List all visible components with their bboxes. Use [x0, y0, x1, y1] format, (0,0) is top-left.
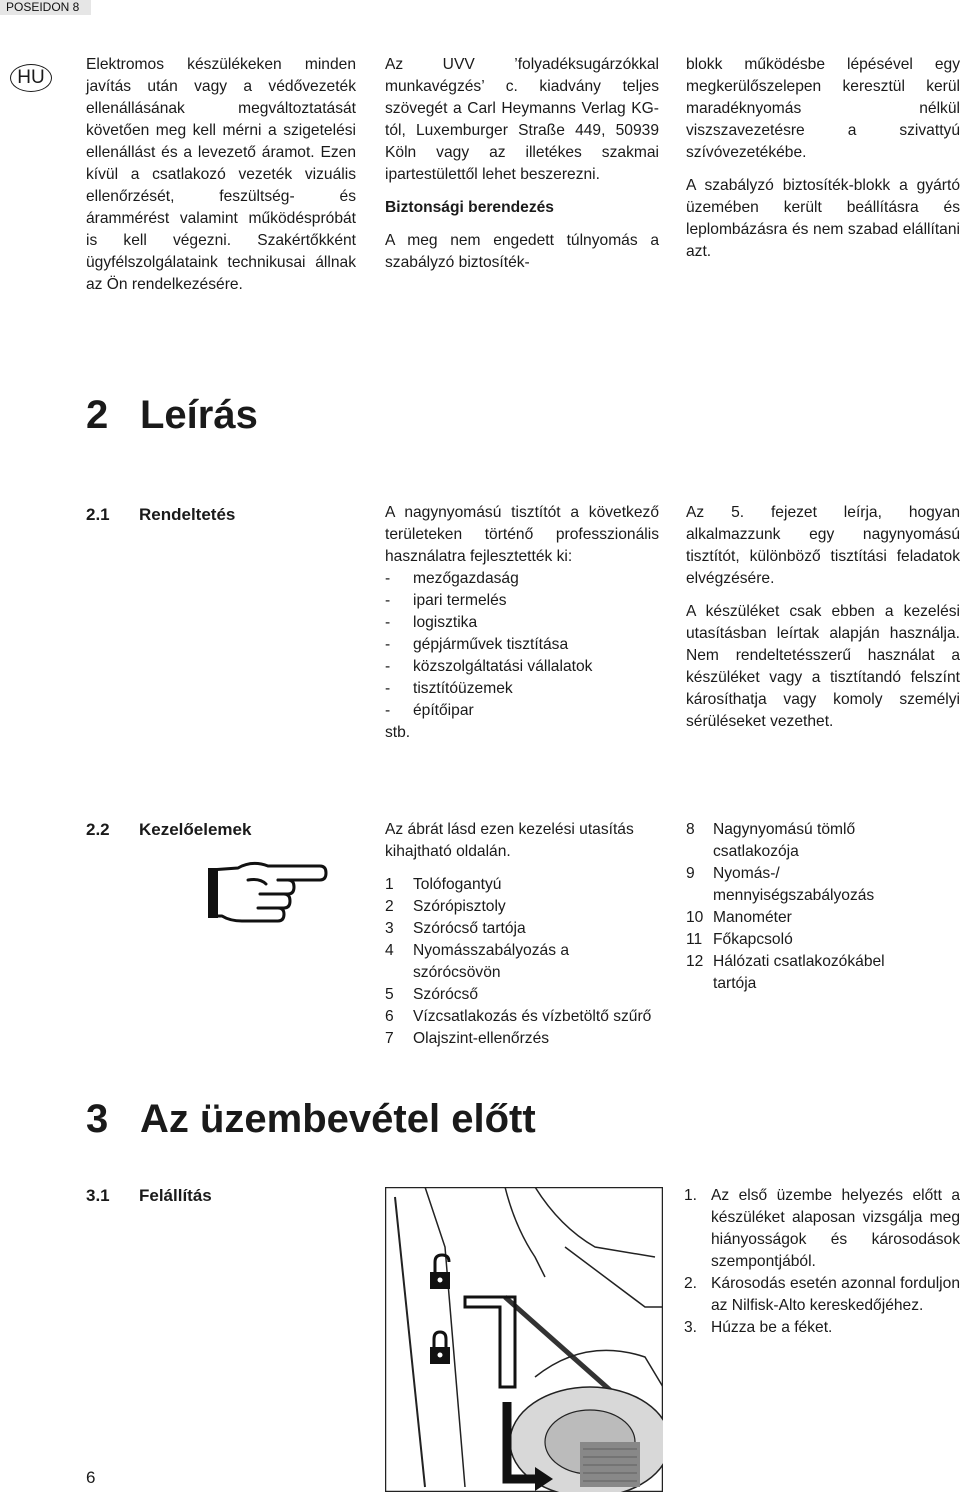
controls-list-left — [385, 874, 659, 1050]
list-item: 8 Nagynyomású tömlő csatlakozója — [686, 821, 856, 860]
setup-steps-column — [684, 1185, 960, 1339]
subsection-2-2-number: 2.2 — [86, 820, 110, 839]
list-item: 2 Szórópisztoly — [385, 898, 506, 915]
controls-intro: Az ábrát lásd ezen kezelési utasítás kihajtható oldalán. — [385, 821, 634, 860]
list-item: 1. Az első üzembe helyezés előtt a készüléket alaposan vizsgálja meg hiányosságok és károsodások szempontjából. — [684, 1187, 960, 1270]
list-item: - gépjárművek tisztítása — [385, 636, 569, 653]
subsection-2-1-number: 2.1 — [86, 505, 110, 524]
controls-left-column — [385, 819, 659, 1050]
list-item: 1 Tolófogantyú — [385, 876, 502, 893]
purpose-list — [385, 568, 659, 722]
section-2-number: 2 — [86, 393, 109, 437]
controls-right-column — [686, 819, 960, 995]
list-item: 10 Manométer — [686, 909, 792, 926]
list-item: - tisztítóüzemek — [385, 680, 513, 697]
intro-col3-paragraph: blokk működésbe lépésével egy megkerülőszelepen keresztül kerül maradéknyomás nélkül viszszavezetésre a szivattyú szívóvezetékébe. — [686, 56, 960, 161]
list-item: - közszolgáltatási vállalatok — [385, 658, 593, 675]
subsection-2-2-title: Kezelőelemek — [139, 820, 252, 839]
list-item: 11 Főkapcsoló — [686, 931, 793, 948]
purpose-tail: stb. — [385, 724, 411, 741]
intro-col2-paragraph: Az UVV ’folyadéksugárzókkal munkavégzés’ c. kiadvány teljes szövegét a Carl Heymanns Verlag KG-tól, Luxemburger Straße 449, 50939 Köln vagy az illetékes szakmai ipartestülettől lehet beszerezni. — [385, 56, 659, 183]
list-item: 3. Húzza be a féket. — [684, 1319, 833, 1336]
list-item: 3 Szórócső tartója — [385, 920, 526, 937]
intro-column-2 — [385, 54, 659, 274]
setup-steps-list — [684, 1185, 960, 1339]
subsection-2-1-title: Rendeltetés — [139, 505, 236, 524]
section-2-heading — [86, 392, 258, 438]
list-item: 2. Károsodás esetén azonnal forduljon az Nilfisk-Alto kereskedőjéhez. — [684, 1275, 960, 1314]
purpose-right-paragraph: Az 5. fejezet leírja, hogyan alkalmazzunk egy nagynyomású tisztítót, különböző tisztítási feladatok elvégzésére. — [686, 504, 960, 587]
language-badge: HU — [10, 64, 52, 92]
header-label: POSEIDON 8 — [0, 0, 91, 15]
list-item: 7 Olajszint-ellenőrzés — [385, 1030, 550, 1047]
controls-list-right — [686, 819, 960, 995]
section-2-title: Leírás — [140, 393, 258, 437]
subsection-2-1-heading — [86, 504, 235, 526]
section-3-title: Az üzembevétel előtt — [140, 1097, 536, 1141]
purpose-intro: A nagynyomású tisztítót a következő területeken történő professzionális használatra fejlesztették ki: — [385, 504, 659, 565]
list-item: - logisztika — [385, 614, 478, 631]
list-item: 9 Nyomás-/ mennyiségszabályozás — [686, 865, 875, 904]
intro-col2-paragraph-2: A meg nem engedett túlnyomás a szabályzó biztosíték- — [385, 232, 659, 271]
intro-col1-text: Elektromos készülékeken minden javítás után vagy a védővezeték ellenállásának megváltoztatását követően meg kell mérni a szigetelési ellenállást és a levezető áramot. Ezen kívül a csatlakozó vezeték vizuális ellenőrzését, feszültség- és árammérést valamint működéspróbát is kell végezni. Szakértőkként ügyfélszolgálataink technikusai állnak az Ön rendelkezésére. — [86, 56, 356, 293]
purpose-right-column — [686, 502, 960, 733]
subsection-3-1-title: Felállítás — [139, 1186, 212, 1205]
purpose-column — [385, 502, 659, 744]
pointing-hand-icon — [208, 858, 328, 935]
page-number: 6 — [86, 1468, 96, 1487]
list-item: - építőipar — [385, 702, 474, 719]
setup-illustration — [385, 1187, 663, 1492]
list-item: - mezőgazdaság — [385, 570, 519, 587]
list-item: 6 Vízcsatlakozás és vízbetöltő szűrő — [385, 1008, 652, 1025]
list-item: 4 Nyomásszabályozás a szórócsövön — [385, 942, 570, 981]
list-item: 5 Szórócső — [385, 986, 479, 1003]
list-item: - ipari termelés — [385, 592, 507, 609]
subsection-3-1-number: 3.1 — [86, 1186, 110, 1205]
section-3-heading — [86, 1096, 536, 1142]
safety-heading: Biztonsági berendezés — [385, 199, 554, 216]
intro-col3-paragraph-2: A szabályzó biztosíték-blokk a gyártó üzemében került beállításra és leplombázásra és nem szabad elállítani azt. — [686, 177, 960, 260]
section-3-number: 3 — [86, 1097, 109, 1141]
subsection-2-2-heading — [86, 819, 251, 841]
purpose-right-paragraph-2: A készüléket csak ebben a kezelési utasításban leírtak alapján használja. Nem rendeltetésszerű használat a készüléket vagy a tisztítandó felszínt károsíthatja vagy komoly személyi sérüléseket vezethet. — [686, 603, 960, 730]
intro-column-3 — [686, 54, 960, 263]
intro-column-1 — [86, 54, 356, 296]
subsection-3-1-heading — [86, 1185, 212, 1207]
list-item: 12 Hálózati csatlakozókábel tartója — [686, 953, 885, 992]
